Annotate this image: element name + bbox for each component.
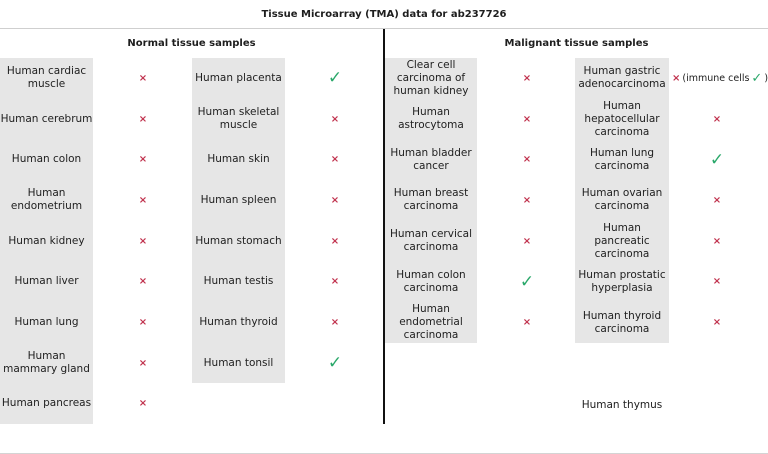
cross-icon: × xyxy=(712,276,722,288)
cross-icon: × xyxy=(330,194,340,206)
cross-icon: × xyxy=(330,113,340,125)
tissue-label: Human thyroid xyxy=(199,316,278,329)
tissue-label: Clear cell carcinoma of human kidney xyxy=(393,58,469,97)
cross-icon: × xyxy=(330,235,340,247)
tissue-label: Human breast carcinoma xyxy=(393,187,469,213)
result-mark xyxy=(694,221,740,262)
cross-icon: × xyxy=(522,72,532,84)
tissue-label: Human endometrium xyxy=(10,187,83,213)
cross-icon: × xyxy=(138,235,148,247)
result-mark xyxy=(310,99,360,140)
result-mark xyxy=(502,58,552,99)
tissue-label: Human hepatocellular carcinoma xyxy=(584,99,660,138)
cross-icon: × xyxy=(138,194,148,206)
cross-icon: × xyxy=(671,72,681,84)
tissue-label: Human ovarian carcinoma xyxy=(581,187,663,213)
tissue-label: Human pancreas xyxy=(1,397,92,410)
result-mark xyxy=(502,221,552,262)
result-mark xyxy=(118,262,168,303)
cross-icon: × xyxy=(138,113,148,125)
result-mark xyxy=(694,139,740,180)
check-icon: ✓ xyxy=(519,271,535,292)
tissue-label: Human cerebrum xyxy=(0,112,93,125)
tissue-label: Human skin xyxy=(207,153,270,166)
tissue-label: Human lung carcinoma xyxy=(589,146,655,172)
cross-icon: × xyxy=(522,235,532,247)
result-mark xyxy=(694,99,740,140)
result-mark xyxy=(502,139,552,180)
cross-icon: × xyxy=(138,276,148,288)
result-mark xyxy=(118,384,168,425)
result-mark xyxy=(310,58,360,99)
result-mark xyxy=(310,302,360,343)
tissue-label: Human gastric adenocarcinoma xyxy=(578,65,666,91)
cross-icon: × xyxy=(138,154,148,166)
result-mark xyxy=(310,180,360,221)
tissue-label: Human testis xyxy=(203,275,274,288)
tissue-label: Human tonsil xyxy=(203,356,274,369)
result-mark xyxy=(118,99,168,140)
result-mark xyxy=(118,139,168,180)
cross-icon: × xyxy=(138,72,148,84)
check-icon: ✓ xyxy=(327,68,343,89)
cross-icon: × xyxy=(712,317,722,329)
cross-icon: × xyxy=(522,194,532,206)
tissue-label: Human cervical carcinoma xyxy=(389,228,472,254)
tissue-label: Human astrocytoma xyxy=(398,106,464,132)
check-icon: ✓ xyxy=(327,353,343,374)
tissue-label: Human colon carcinoma xyxy=(396,268,466,294)
result-mark xyxy=(310,262,360,303)
result-mark xyxy=(118,221,168,262)
check-icon: ✓ xyxy=(751,70,763,86)
cross-icon: × xyxy=(522,317,532,329)
tissue-label: Human lung xyxy=(14,316,79,329)
cross-icon: × xyxy=(522,154,532,166)
result-mark xyxy=(502,180,552,221)
result-mark xyxy=(502,99,552,140)
tissue-label: Human stomach xyxy=(195,234,282,247)
tissue-label: Human pancreatic carcinoma xyxy=(594,221,650,260)
tissue-label: Human cardiac muscle xyxy=(6,65,87,91)
cross-icon: × xyxy=(330,317,340,329)
page-title: Tissue Microarray (TMA) data for ab237726 xyxy=(0,0,768,29)
tissue-label: Human liver xyxy=(14,275,79,288)
result-mark xyxy=(118,302,168,343)
malignant-section-heading: Malignant tissue samples xyxy=(504,38,649,49)
tissue-label: Human skeletal muscle xyxy=(197,106,280,132)
result-mark xyxy=(502,262,552,303)
cross-icon: × xyxy=(330,276,340,288)
result-with-note xyxy=(670,58,768,99)
cross-icon: × xyxy=(522,113,532,125)
cross-icon: × xyxy=(138,357,148,369)
cross-icon: × xyxy=(712,235,722,247)
malignant-thymus-label: Human thymus xyxy=(581,398,663,411)
result-mark xyxy=(694,302,740,343)
normal-section-heading: Normal tissue samples xyxy=(127,38,256,49)
result-mark xyxy=(502,302,552,343)
result-mark xyxy=(694,262,740,303)
result-mark xyxy=(310,139,360,180)
tissue-label: Human mammary gland xyxy=(3,350,90,376)
cross-icon: × xyxy=(138,398,148,410)
cross-icon: × xyxy=(712,194,722,206)
result-mark xyxy=(118,180,168,221)
note-close: ) xyxy=(764,72,768,84)
tissue-label: Human thyroid carcinoma xyxy=(582,309,662,335)
cross-icon: × xyxy=(330,154,340,166)
tissue-label: Human endometrial carcinoma xyxy=(399,303,463,342)
check-icon: ✓ xyxy=(709,149,725,170)
tissue-label: Human spleen xyxy=(200,193,277,206)
tissue-label: Human kidney xyxy=(8,234,85,247)
result-mark xyxy=(694,180,740,221)
cross-icon: × xyxy=(712,113,722,125)
result-mark xyxy=(310,343,360,384)
tissue-label: Human prostatic hyperplasia xyxy=(578,268,666,294)
result-mark xyxy=(118,58,168,99)
result-mark xyxy=(118,343,168,384)
tissue-label: Human colon xyxy=(11,153,82,166)
cross-icon: × xyxy=(138,317,148,329)
note-text: (immune cells xyxy=(682,72,750,84)
result-mark xyxy=(310,221,360,262)
tissue-label: Human bladder cancer xyxy=(390,146,472,172)
tissue-label: Human placenta xyxy=(195,71,282,84)
